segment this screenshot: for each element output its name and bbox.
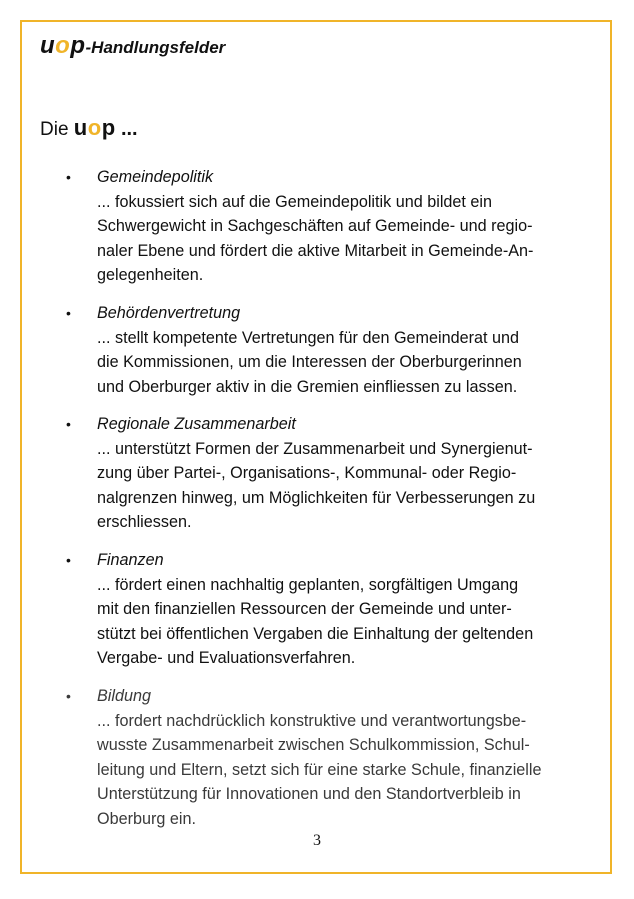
item-text-line: naler Ebene und fördert die aktive Mitarbeit in Gemeinde-An- [97, 241, 534, 260]
page-header [40, 32, 225, 60]
item-text-line: leitung und Eltern, setzt sich für eine starke Schule, finanzielle [97, 760, 542, 779]
item-text-line: erschliessen. [97, 513, 192, 532]
item-text-line: Oberburg ein. [97, 809, 196, 828]
header-title: -Handlungsfelder [85, 38, 226, 57]
item-text-line: mit den finanziellen Ressourcen der Gemeinde und unter- [97, 600, 512, 619]
bullet-icon: • [66, 305, 71, 321]
list-item [66, 684, 602, 832]
item-text-line: wusste Zusammenarbeit zwischen Schulkommission, Schul- [97, 736, 530, 755]
intro-prefix: Die [40, 119, 69, 140]
bullet-icon: • [66, 416, 71, 432]
item-text-line: ... fordert nachdrücklich konstruktive und verantwortungsbe- [97, 711, 527, 730]
list-item [66, 165, 602, 288]
uop-logo: uop [40, 32, 86, 59]
item-text-line: gelegenheiten. [97, 266, 204, 285]
item-text-line: zung über Partei-, Organisations-, Kommunal- oder Regio- [97, 464, 517, 483]
item-title: Gemeindepolitik [97, 168, 214, 186]
item-text-line: Schwergewicht in Sachgeschäften auf Gemeinde- und regio- [97, 217, 533, 236]
item-text-line: und Oberburger aktiv in die Gremien einfliessen zu lassen. [97, 377, 518, 396]
item-text-line: ... fokussiert sich auf die Gemeindepolitik und bildet ein [97, 192, 493, 211]
item-text-line: ... stellt kompetente Vertretungen für den Gemeinderat und [97, 328, 520, 347]
item-text-line: die Kommissionen, um die Interessen der Oberburgerinnen [97, 353, 522, 372]
intro-line [40, 115, 138, 141]
list-item [66, 301, 602, 399]
item-text-line: Vergabe- und Evaluationsverfahren. [97, 649, 356, 668]
uop-logo-inline: uop [73, 115, 116, 140]
item-title: Regionale Zusammenarbeit [97, 415, 296, 433]
item-text-line: nalgrenzen hinweg, um Möglichkeiten für Verbesserungen zu [97, 488, 536, 507]
item-text-line: stützt bei öffentlichen Vergaben die Einhaltung der geltenden [97, 624, 534, 643]
item-title: Finanzen [97, 551, 164, 569]
list-item [66, 412, 602, 535]
bullet-icon: • [66, 552, 71, 568]
item-text-line: ... fördert einen nachhaltig geplanten, sorgfältigen Umgang [97, 575, 519, 594]
page-number: 3 [313, 832, 321, 849]
item-title: Behördenvertretung [97, 304, 241, 322]
item-text-line: Unterstützung für Innovationen und den Standortverbleib in [97, 785, 521, 804]
item-text-line: ... unterstützt Formen der Zusammenarbeit und Synergienut- [97, 439, 533, 458]
item-title: Bildung [97, 687, 152, 705]
bullet-icon: • [66, 169, 71, 185]
intro-ellipsis: ... [120, 118, 138, 140]
list-item [66, 548, 602, 671]
bullet-icon: • [66, 688, 71, 704]
